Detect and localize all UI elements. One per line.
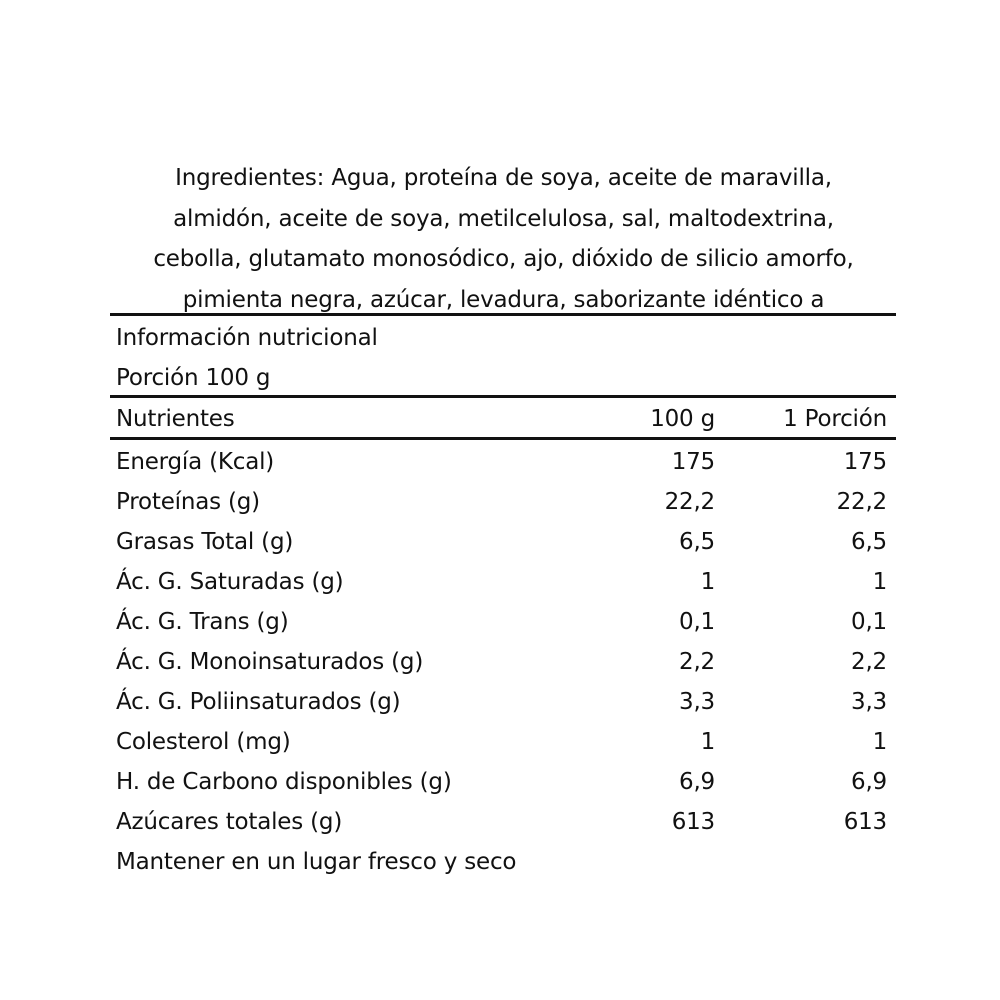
storage-note-row	[116, 842, 890, 882]
table-row	[116, 722, 890, 762]
value-portion: 6,5	[851, 529, 887, 555]
nutrient-name: H. de Carbono disponibles (g)	[116, 769, 452, 795]
value-100g: 613	[671, 809, 715, 835]
table-row	[116, 442, 890, 482]
table-row	[116, 762, 890, 802]
nutrient-name: Ác. G. Saturadas (g)	[116, 569, 344, 595]
value-portion: 22,2	[836, 489, 887, 515]
nutrient-name: Azúcares totales (g)	[116, 809, 343, 835]
value-portion: 0,1	[851, 609, 887, 635]
value-portion: 613	[843, 809, 887, 835]
table-row	[116, 562, 890, 602]
divider-top	[110, 313, 896, 316]
portion-size: Porción 100 g	[116, 365, 271, 391]
value-100g: 175	[671, 449, 715, 475]
value-100g: 22,2	[664, 489, 715, 515]
value-portion: 6,9	[851, 769, 887, 795]
table-row	[116, 802, 890, 842]
nutrient-name: Grasas Total (g)	[116, 529, 294, 555]
value-100g: 0,1	[679, 609, 715, 635]
value-100g: 6,5	[679, 529, 715, 555]
ingredients-line: cebolla, glutamato monosódico, ajo, dióxido de silicio amorfo,	[153, 246, 854, 272]
divider-header-top	[110, 395, 896, 398]
nutrient-name: Ác. G. Poliinsaturados (g)	[116, 689, 401, 715]
header-porcion: 1 Porción	[783, 406, 887, 432]
nutrient-name: Ác. G. Trans (g)	[116, 609, 289, 635]
table-row	[116, 482, 890, 522]
header-100g: 100 g	[650, 406, 715, 432]
ingredients-text	[110, 158, 897, 320]
divider-header-bottom	[110, 437, 896, 440]
table-row	[116, 682, 890, 722]
value-portion: 1	[872, 569, 887, 595]
table-row	[116, 642, 890, 682]
table-row	[116, 522, 890, 562]
value-100g: 1	[700, 729, 715, 755]
header-nutrientes: Nutrientes	[116, 406, 235, 432]
table-header-row	[116, 399, 890, 439]
nutrition-title: Información nutricional	[116, 325, 378, 351]
nutrient-name: Ác. G. Monoinsaturados (g)	[116, 649, 424, 675]
portion-row	[116, 358, 890, 398]
value-100g: 2,2	[679, 649, 715, 675]
ingredients-line: almidón, aceite de soya, metilcelulosa, sal, maltodextrina,	[173, 205, 834, 232]
table-row	[116, 602, 890, 642]
storage-note: Mantener en un lugar fresco y seco	[116, 849, 517, 875]
value-portion: 2,2	[851, 649, 887, 675]
ingredients-line: pimienta negra, azúcar, levadura, saborizante idéntico a	[182, 286, 825, 313]
value-100g: 6,9	[679, 769, 715, 795]
nutrient-name: Colesterol (mg)	[116, 729, 291, 755]
value-100g: 3,3	[679, 689, 715, 715]
nutrient-name: Proteínas (g)	[116, 489, 260, 515]
value-portion: 3,3	[851, 689, 887, 715]
nutrition-title-row	[116, 318, 890, 358]
value-100g: 1	[700, 569, 715, 595]
nutrient-name: Energía (Kcal)	[116, 449, 275, 475]
value-portion: 1	[872, 729, 887, 755]
ingredients-line: Ingredientes: Agua, proteína de soya, aceite de maravilla,	[175, 165, 832, 191]
value-portion: 175	[843, 449, 887, 475]
